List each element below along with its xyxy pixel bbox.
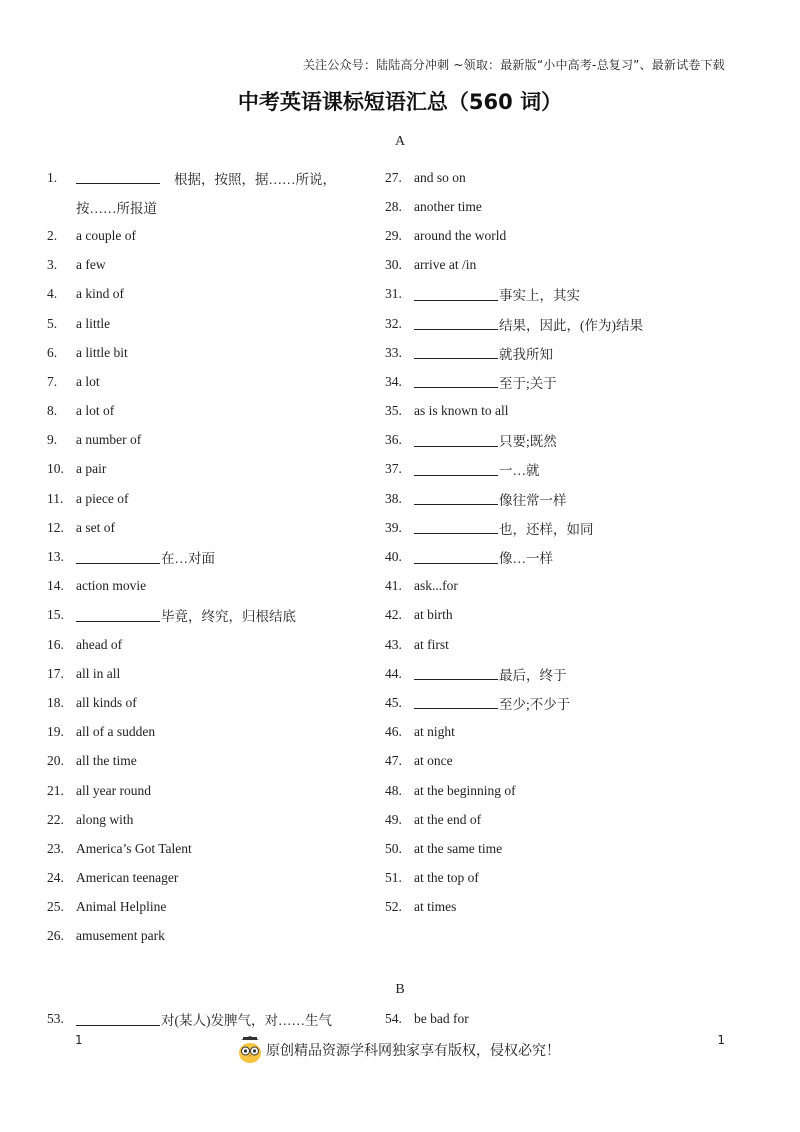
fill-blank (76, 1013, 160, 1026)
item-text: arrive at /in (414, 257, 477, 273)
item-number: 41. (385, 578, 402, 594)
phrase-item (385, 367, 715, 396)
item-text: 根据，按照，据……所说， (174, 171, 336, 187)
page-number-right: 1 (717, 1033, 725, 1047)
item-text: a lot (76, 373, 100, 389)
phrase-item (385, 893, 715, 922)
phrase-item (385, 163, 715, 192)
item-text: and so on (414, 169, 466, 185)
phrase-item (47, 397, 377, 426)
item-number: 24. (47, 870, 64, 886)
fill-blank (414, 667, 498, 680)
item-text: America’s Got Talent (76, 840, 192, 856)
item-text-continuation: 按……所报道 (76, 200, 157, 216)
item-number: 27. (385, 169, 402, 185)
section-b-label: B (395, 982, 405, 997)
phrase-item (47, 834, 377, 863)
item-text: at once (414, 753, 453, 769)
item-text: all year round (76, 782, 151, 798)
item-number: 52. (385, 899, 402, 915)
fill-blank (76, 171, 160, 184)
item-number: 20. (47, 753, 64, 769)
phrase-item (47, 922, 377, 951)
item-text: amusement park (76, 928, 165, 944)
item-text: at the top of (414, 870, 479, 886)
phrase-item (47, 893, 377, 922)
phrase-item (47, 251, 377, 280)
item-number: 48. (385, 782, 402, 798)
item-number: 2. (47, 227, 58, 243)
item-text: Animal Helpline (76, 899, 167, 915)
item-number: 22. (47, 811, 64, 827)
phrase-item (385, 630, 715, 659)
fill-blank (76, 609, 160, 622)
item-number: 33. (385, 344, 402, 360)
item-text: action movie (76, 578, 147, 594)
phrase-item (47, 747, 377, 776)
phrase-item (47, 309, 377, 338)
phrase-item (385, 192, 715, 221)
owl-mascot-icon (236, 1036, 264, 1064)
phrase-item (47, 426, 377, 455)
phrase-item (47, 484, 377, 513)
phrase-item (385, 513, 715, 542)
item-number: 15. (47, 607, 64, 623)
phrase-item (385, 1009, 469, 1029)
phrase-item (385, 280, 715, 309)
phrase-item (385, 572, 715, 601)
item-number: 12. (47, 519, 64, 535)
item-number: 47. (385, 753, 402, 769)
item-text: 毕竟，终究，归根结底 (161, 609, 296, 625)
phrase-item (47, 455, 377, 484)
item-text: ahead of (76, 636, 123, 652)
item-text: 像…一样 (499, 551, 553, 567)
item-number: 26. (47, 928, 64, 944)
phrase-item (47, 542, 377, 571)
item-text: a lot of (76, 403, 115, 419)
item-text: at first (414, 636, 449, 652)
item-text: a number of (76, 432, 142, 448)
item-number: 13. (47, 549, 64, 565)
item-number: 49. (385, 811, 402, 827)
item-number: 37. (385, 461, 402, 477)
footer-copyright (236, 1036, 560, 1064)
phrase-item (47, 221, 377, 250)
item-number: 17. (47, 665, 64, 681)
phrase-item (47, 513, 377, 542)
item-text: around the world (414, 227, 507, 243)
item-text: 一…就 (499, 463, 540, 479)
phrase-item (385, 397, 715, 426)
phrase-item (385, 484, 715, 513)
item-number: 25. (47, 899, 64, 915)
phrase-item (385, 776, 715, 805)
item-number: 14. (47, 578, 64, 594)
item-text: 像往常一样 (499, 492, 567, 508)
item-number: 28. (385, 198, 402, 214)
item-number: 23. (47, 840, 64, 856)
item-text: be bad for (414, 1011, 469, 1026)
item-number: 4. (47, 286, 58, 302)
phrase-item (47, 367, 377, 396)
item-text: at the beginning of (414, 782, 516, 798)
item-text: a couple of (76, 227, 136, 243)
item-text: all of a sudden (76, 724, 156, 740)
item-text: a little (76, 315, 111, 331)
item-text: a pair (76, 461, 107, 477)
item-number: 5. (47, 315, 58, 331)
item-text: a few (76, 257, 106, 273)
phrase-item (47, 1009, 332, 1029)
item-number: 50. (385, 840, 402, 856)
item-number: 9. (47, 432, 58, 448)
item-text: all in all (76, 665, 121, 681)
item-text: at the same time (414, 840, 503, 856)
item-number: 44. (385, 665, 402, 681)
phrase-item (385, 718, 715, 747)
item-number: 19. (47, 724, 64, 740)
phrase-item (385, 542, 715, 571)
phrase-item (385, 688, 715, 717)
item-number: 21. (47, 782, 64, 798)
phrase-item (385, 805, 715, 834)
item-number: 39. (385, 519, 402, 535)
item-number: 40. (385, 549, 402, 565)
item-text: ask...for (414, 578, 458, 594)
phrase-item (47, 659, 377, 688)
page-number-left: 1 (75, 1033, 83, 1047)
phrase-item (47, 280, 377, 309)
item-text: 只要;既然 (499, 434, 557, 450)
phrase-item (47, 864, 377, 893)
item-text: at birth (414, 607, 453, 623)
item-number: 51. (385, 870, 402, 886)
item-number: 7. (47, 373, 58, 389)
item-number: 18. (47, 694, 64, 710)
fill-blank (414, 463, 498, 476)
item-text: 就我所知 (499, 346, 553, 362)
item-text: 至于;关于 (499, 375, 557, 391)
item-text: at times (414, 899, 457, 915)
fill-blank (414, 434, 498, 447)
item-text: as is known to all (414, 403, 509, 419)
item-number: 6. (47, 344, 58, 360)
item-number: 38. (385, 490, 402, 506)
left-column (47, 163, 377, 951)
phrase-item (385, 426, 715, 455)
phrase-item (385, 338, 715, 367)
fill-blank (414, 521, 498, 534)
header-note: 关注公众号：陆陆高分冲刺 ~领取：最新版“小中高考-总复习”、最新试卷下载 (302, 58, 725, 72)
fill-blank (414, 288, 498, 301)
phrase-item (47, 718, 377, 747)
item-text: 最后，终于 (499, 667, 567, 683)
item-text: 对(某人)发脾气，对……生气 (161, 1013, 332, 1028)
item-number: 3. (47, 257, 58, 273)
item-number: 36. (385, 432, 402, 448)
item-number: 1. (47, 169, 58, 185)
phrase-item (385, 659, 715, 688)
item-text: along with (76, 811, 134, 827)
item-number: 43. (385, 636, 402, 652)
item-number: 10. (47, 461, 64, 477)
item-number: 46. (385, 724, 402, 740)
phrase-item (385, 455, 715, 484)
item-number: 45. (385, 694, 402, 710)
fill-blank (76, 551, 160, 564)
phrase-item (385, 747, 715, 776)
fill-blank (414, 551, 498, 564)
item-text: at night (414, 724, 455, 740)
item-number: 8. (47, 403, 58, 419)
phrase-item (385, 251, 715, 280)
item-number: 31. (385, 286, 402, 302)
item-number: 53. (47, 1011, 64, 1026)
fill-blank (414, 346, 498, 359)
phrase-item (385, 864, 715, 893)
item-text: 事实上，其实 (499, 288, 580, 304)
item-number: 35. (385, 403, 402, 419)
item-number: 11. (47, 490, 64, 506)
item-number: 30. (385, 257, 402, 273)
page-title: 中考英语课标短语汇总（560 词） (237, 90, 563, 114)
item-text: at the end of (414, 811, 482, 827)
phrase-item (47, 601, 377, 630)
item-number: 16. (47, 636, 64, 652)
item-number: 54. (385, 1011, 402, 1026)
item-number: 42. (385, 607, 402, 623)
item-number: 29. (385, 227, 402, 243)
phrase-item (47, 163, 377, 192)
item-text: 也，还样，如同 (499, 521, 594, 537)
item-text: a set of (76, 519, 115, 535)
fill-blank (414, 492, 498, 505)
phrase-item (47, 572, 377, 601)
fill-blank (414, 696, 498, 709)
item-text: a little bit (76, 344, 128, 360)
phrase-item (47, 805, 377, 834)
fill-blank (414, 375, 498, 388)
phrase-item (47, 338, 377, 367)
item-text: 在…对面 (161, 551, 215, 567)
fill-blank (414, 317, 498, 330)
phrase-item (385, 601, 715, 630)
phrase-item (47, 688, 377, 717)
item-text: all the time (76, 753, 137, 769)
phrase-item (385, 221, 715, 250)
item-number: 32. (385, 315, 402, 331)
item-text: all kinds of (76, 694, 137, 710)
section-a-label: A (394, 134, 406, 149)
phrase-item (385, 309, 715, 338)
item-text: 结果，因此，(作为)结果 (499, 317, 643, 333)
footer-text: 原创精品资源学科网独家享有版权，侵权必究！ (266, 1043, 560, 1059)
right-column (385, 163, 715, 922)
item-text: a piece of (76, 490, 129, 506)
phrase-item (47, 630, 377, 659)
item-text: a kind of (76, 286, 124, 302)
item-text: 至少;不少于 (499, 696, 571, 712)
item-text: American teenager (76, 870, 179, 886)
item-text: another time (414, 198, 482, 214)
item-number: 34. (385, 373, 402, 389)
phrase-item (47, 776, 377, 805)
phrase-item (385, 834, 715, 863)
